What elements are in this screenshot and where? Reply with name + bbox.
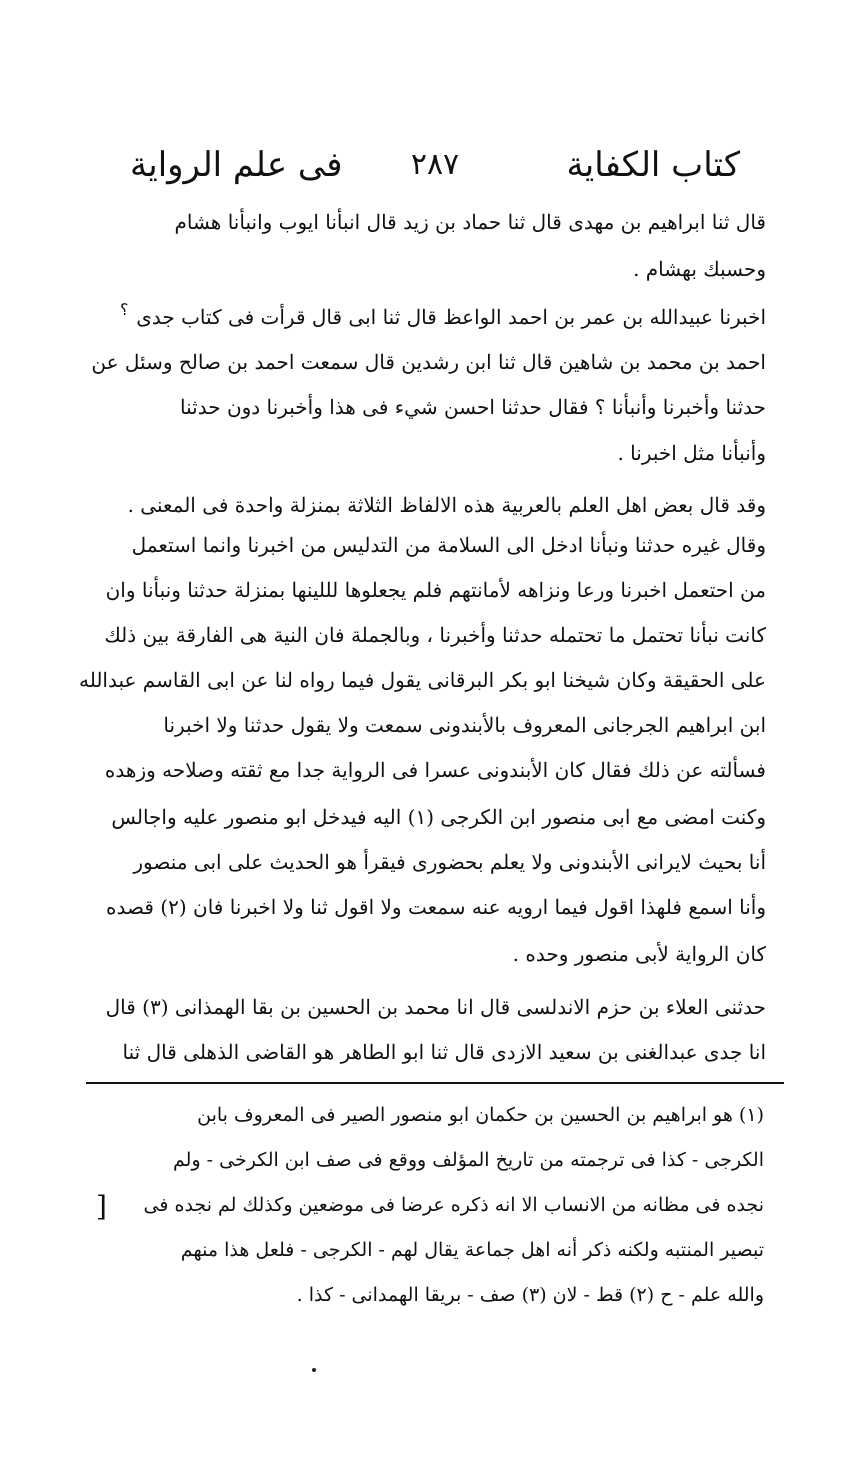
text-line: وحسبك بهشام . <box>633 257 766 281</box>
text-line: احمد بن محمد بن شاهين قال ثنا ابن رشدين قال سمعت احمد بن صالح وسئل عن <box>91 350 766 374</box>
stray-dot <box>312 1368 316 1372</box>
footnote-line: الكرجى - كذا فى ترجمته من تاريخ المؤلف ووقع فى صف ابن الكرخى - ولم <box>173 1149 764 1171</box>
text-line: وقال غيره حدثنا ونبأنا ادخل الى السلامة من التدليس من اخبرنا وانما استعمل <box>131 533 766 557</box>
text-line: وكنت امضى مع ابى منصور ابن الكرجى (١) اليه فيدخل ابو منصور عليه واجالس <box>111 805 766 829</box>
text-line: وأنبأنا مثل اخبرنا . <box>617 441 766 465</box>
text-line: حدثنا وأخبرنا وأنبأنا ؟ فقال حدثنا احسن شيء فى هذا وأخبرنا دون حدثنا <box>180 395 766 419</box>
text-line: كان الرواية لأبى منصور وحده . <box>512 942 766 966</box>
footnote-divider <box>86 1082 784 1084</box>
page-header <box>130 140 740 190</box>
text-line: ابن ابراهيم الجرجانى المعروف بالأبندونى سمعت ولا يقول حدثنا ولا اخبرنا <box>163 713 766 737</box>
text-line: فسألته عن ذلك فقال كان الأبندونى عسرا فى الرواية جدا مع ثقته وصلاحه وزهده <box>104 758 766 782</box>
page-number: ٢٨٧ <box>410 147 460 182</box>
text-line: قال ثنا ابراهيم بن مهدى قال ثنا حماد بن زيد قال انبأنا ايوب وانبأنا هشام <box>174 210 766 234</box>
footnote-line: (١) هو ابراهيم بن الحسين بن حكمان ابو منصور الصير فى المعروف بابن <box>197 1104 764 1126</box>
text-line: وقد قال بعض اهل العلم بالعربية هذه الالفاظ الثلاثة بمنزلة واحدة فى المعنى . <box>127 493 766 517</box>
margin-bracket: ] <box>96 1190 107 1223</box>
header-subject-title: فى علم الرواية <box>130 145 343 185</box>
footnote-line: نجده فى مظانه من الانساب الا انه ذكره عرضا فى موضعين وكذلك لم نجده فى <box>143 1194 764 1216</box>
header-book-title: كتاب الكفاية <box>566 145 740 185</box>
text-line: حدثنى العلاء بن حزم الاندلسى قال انا محمد بن الحسين بن بقا الهمذانى (٣) قال <box>105 995 766 1019</box>
text-line: على الحقيقة وكان شيخنا ابو بكر البرقانى يقول فيما رواه لنا عن ابى القاسم عبدالله <box>78 668 766 692</box>
footnote-line: تبصير المنتبه ولكنه ذكر أنه اهل جماعة يقال لهم - الكرجى - فلعل هذا منهم <box>180 1239 764 1261</box>
footnote-line: والله علم - ح (٢) قط - لان (٣) صف - بريقا الهمدانى - كذا . <box>296 1284 764 1306</box>
text-line: وأنا اسمع فلهذا اقول فيما ارويه عنه سمعت ولا اقول ثنا ولا اخبرنا فان (٢) قصده <box>106 895 766 919</box>
text-line: من احتعمل اخبرنا ورعا ونزاهه لأمانتهم فلم يجعلوها لللينها بمنزلة حدثنا ونبأنا وان <box>105 578 766 602</box>
text-line: أنا بحيث لايرانى الأبندونى ولا يعلم بحضورى فيقرأ هو الحديث على ابى منصور <box>133 850 766 874</box>
text-line: كانت نبأنا تحتمل ما تحتمله حدثنا وأخبرنا ، وبالجملة فان النية هى الفارقة بين ذلك <box>104 623 766 647</box>
text-line: انا جدى عبدالغنى بن سعيد الازدى قال ثنا ابو الطاهر هو القاضى الذهلى قال ثنا <box>122 1040 766 1064</box>
text-line: اخبرنا عبيدالله بن عمر بن احمد الواعظ قال ثنا ابى قال قرأت فى كتاب جدى <box>136 305 766 329</box>
margin-mark: ؟ <box>120 300 129 319</box>
